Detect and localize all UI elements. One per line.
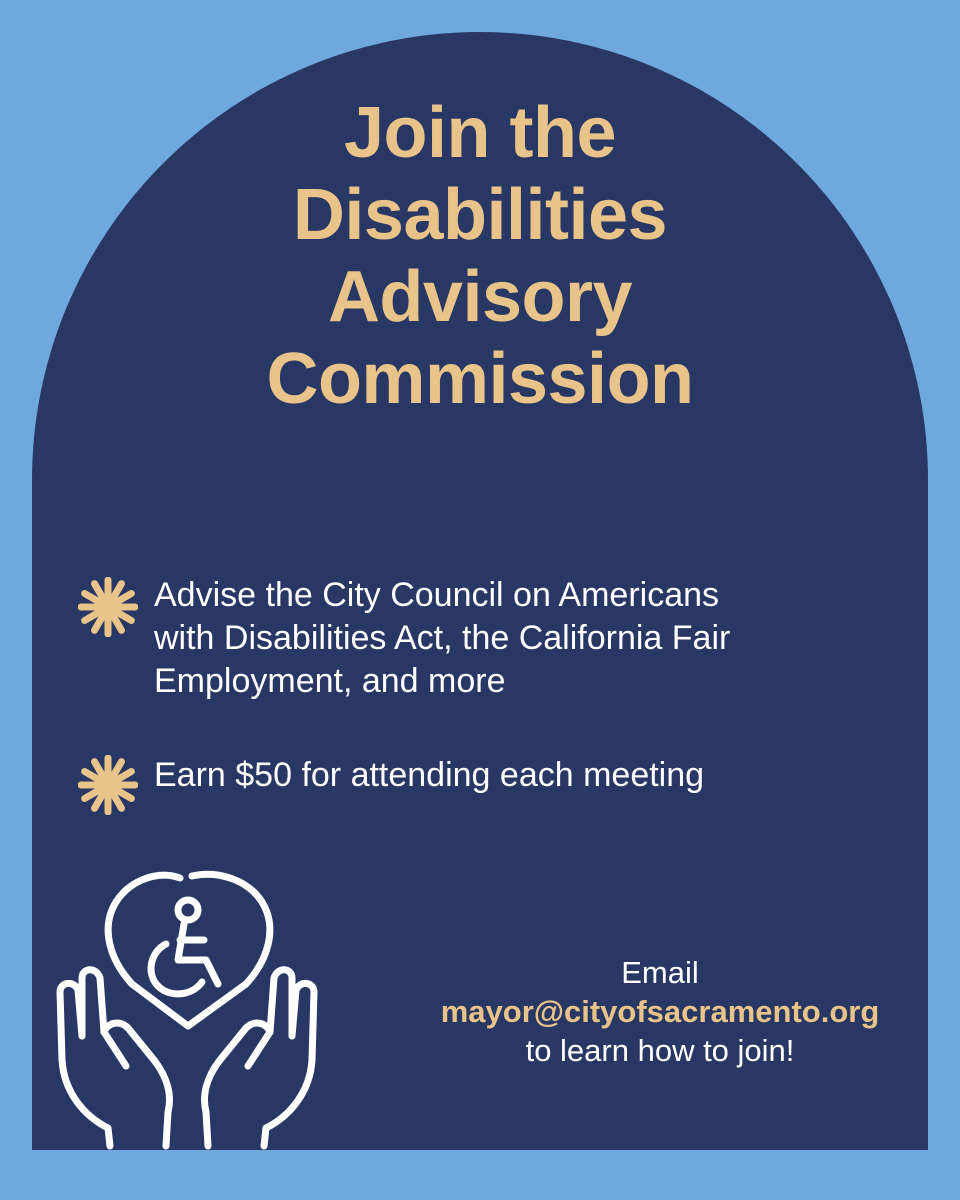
sunburst-icon [78,577,138,637]
bullet-item-advise [78,574,878,714]
hands-heart-wheelchair-icon [42,860,332,1150]
title-line-3: Advisory [327,257,633,337]
sunburst-icon [78,755,138,815]
sunburst-center [98,775,118,795]
bullet-text-line: Advise the City Council on Americans [154,576,720,614]
cta-join-text: to learn how to join! [525,1033,795,1068]
bullet-text-advise [154,574,874,703]
bullet-text-line: Earn $50 for attending each meeting [154,756,705,794]
bullet-item-earn [78,754,878,804]
title-line-1: Join the [343,93,616,173]
title-line-4: Commission [266,339,694,419]
title-line-2: Disabilities [292,175,668,255]
poster-title [32,92,928,420]
bullet-text-line: with Disabilities Act, the California Fair [154,619,731,657]
contact-call-to-action [380,953,940,1070]
bullet-text-earn [154,754,874,797]
email-link[interactable]: mayor@cityofsacramento.org [440,994,880,1029]
cta-email-label: Email [621,955,699,990]
bullet-text-line: Employment, and more [154,662,506,700]
sunburst-center [98,597,118,617]
